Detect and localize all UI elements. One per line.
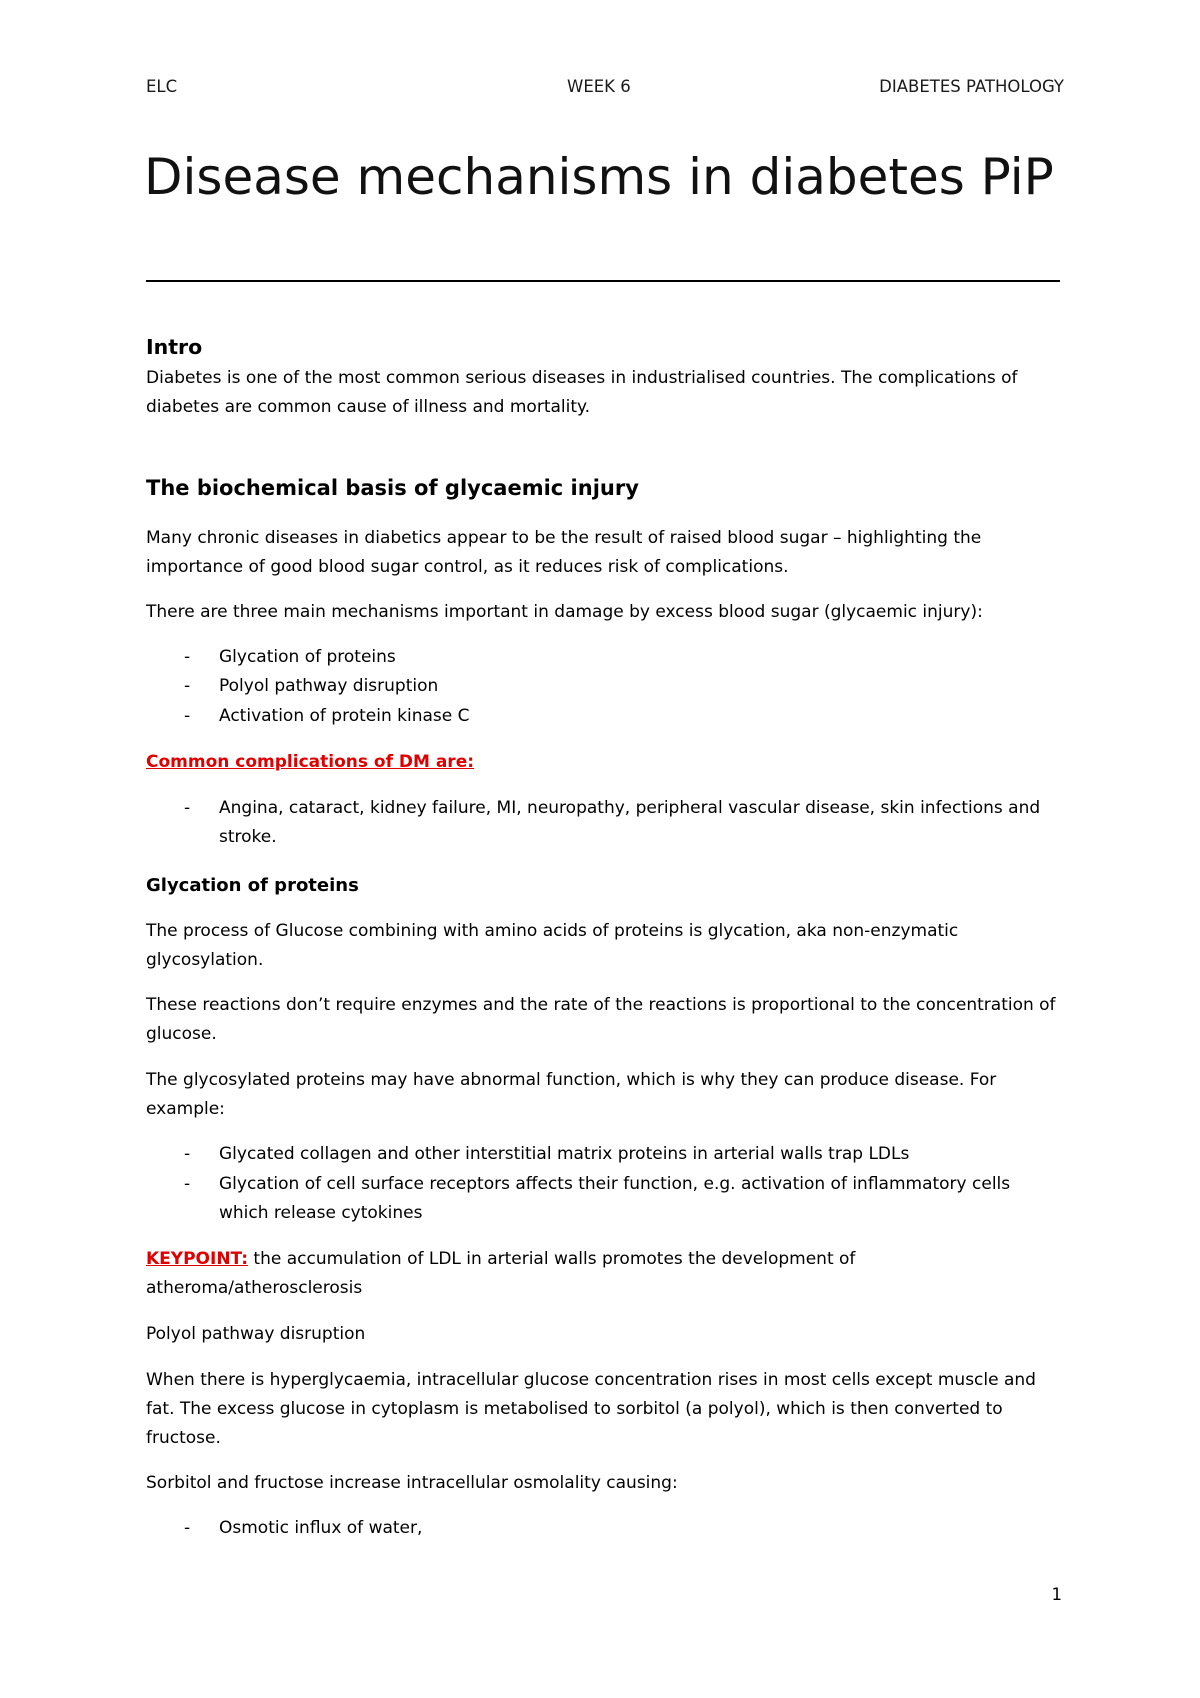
list-item-text: Angina, cataract, kidney failure, MI, neuropathy, peripheral vascular disease, skin infections and stroke.: [219, 798, 1041, 847]
document-title: Disease mechanisms in diabetes PiP: [144, 148, 1054, 206]
header-center: WEEK 6: [567, 77, 631, 96]
list-item-text: Glycation of proteins: [219, 647, 396, 667]
bullet-dash: -: [184, 1144, 191, 1164]
keypoint-label: KEYPOINT:: [146, 1249, 249, 1269]
keypoint-paragraph: [146, 1245, 1060, 1303]
keypoint-text: the accumulation of LDL in arterial walls promotes the development of atheroma/atherosclerosis: [146, 1249, 856, 1298]
biochem-heading: The biochemical basis of glycaemic injury: [146, 476, 639, 500]
list-item: [146, 1170, 1060, 1228]
header-right: DIABETES PATHOLOGY: [879, 77, 1064, 96]
intro-paragraph: Diabetes is one of the most common serious diseases in industrialised countries. The complications of diabetes are common cause of illness and mortality.: [146, 368, 1018, 417]
list-item: [146, 672, 1060, 701]
glycation-paragraph-2: These reactions don’t require enzymes and the rate of the reactions is proportional to the concentration of glucose.: [146, 995, 1056, 1044]
header-left: ELC: [146, 77, 178, 96]
list-item-text: Glycation of cell surface receptors affects their function, e.g. activation of inflammatory cells which release cytokines: [219, 1174, 1011, 1223]
list-item: [146, 643, 1060, 672]
polyol-paragraph-2: Sorbitol and fructose increase intracellular osmolality causing:: [146, 1473, 678, 1493]
glycation-heading: Glycation of proteins: [146, 875, 359, 896]
list-item: [146, 1140, 1060, 1169]
biochem-paragraph-2: There are three main mechanisms important in damage by excess blood sugar (glycaemic injury):: [146, 602, 983, 622]
bullet-dash: -: [184, 1518, 191, 1538]
list-item-text: Glycated collagen and other interstitial matrix proteins in arterial walls trap LDLs: [219, 1144, 910, 1164]
list-item: [146, 702, 1060, 731]
page-number: 1: [1051, 1585, 1062, 1604]
list-item-text: Osmotic influx of water,: [219, 1518, 423, 1538]
bullet-dash: -: [184, 798, 191, 818]
intro-heading: Intro: [146, 335, 203, 359]
biochem-paragraph-1: Many chronic diseases in diabetics appear to be the result of raised blood sugar – highlighting the importance of good blood sugar control, as it reduces risk of complications.: [146, 528, 982, 577]
title-underline: [146, 280, 1060, 282]
list-item-text: Activation of protein kinase C: [219, 706, 470, 726]
polyol-heading: Polyol pathway disruption: [146, 1324, 366, 1344]
list-item-text: Polyol pathway disruption: [219, 676, 439, 696]
glycation-paragraph-3: The glycosylated proteins may have abnormal function, which is why they can produce disease. For example:: [146, 1070, 997, 1119]
bullet-dash: -: [184, 706, 191, 726]
bullet-dash: -: [184, 676, 191, 696]
glycation-paragraph-1: The process of Glucose combining with amino acids of proteins is glycation, aka non-enzymatic glycosylation.: [146, 921, 959, 970]
list-item: [146, 794, 1060, 852]
bullet-dash: -: [184, 647, 191, 667]
polyol-paragraph-1: When there is hyperglycaemia, intracellular glucose concentration rises in most cells except muscle and fat. The excess glucose in cytoplasm is metabolised to sorbitol (a polyol), which is then converted to fructose.: [146, 1370, 1036, 1448]
list-item: [146, 1514, 1060, 1543]
complications-heading: [146, 748, 1060, 777]
complications-heading-text: Common complications of DM are:: [146, 752, 475, 772]
bullet-dash: -: [184, 1174, 191, 1194]
